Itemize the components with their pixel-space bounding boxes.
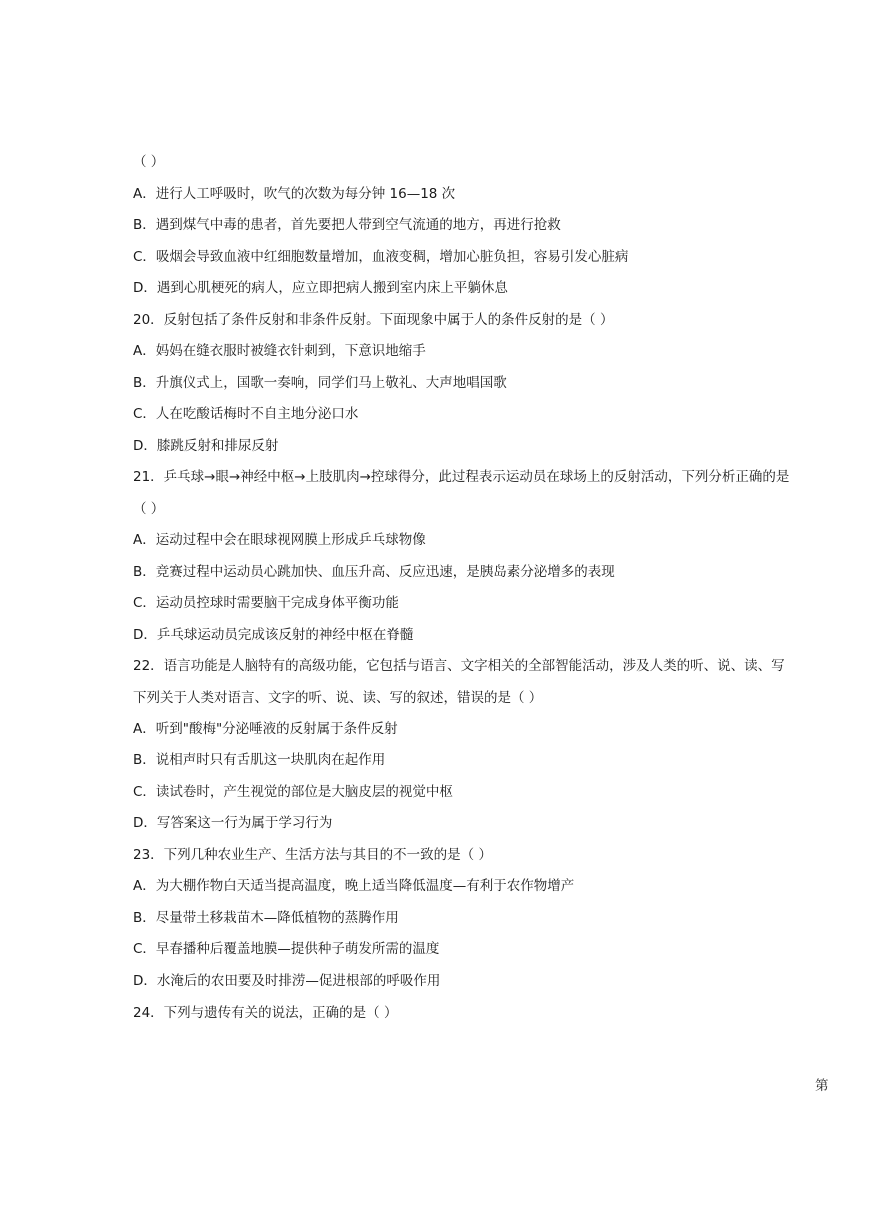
option-23-b: B．尽量带土移栽苗木—降低植物的蒸腾作用 [133, 910, 399, 926]
option-23-c: C．早春播种后覆盖地膜—提供种子萌发所需的温度 [133, 941, 440, 957]
page-footer: 第 [815, 1078, 829, 1094]
question-21: 21．乒乓球→眼→神经中枢→上肢肌肉→控球得分，此过程表示运动员在球场上的反射活动，下列分析正确的是 [133, 469, 790, 485]
option-23-a: A．为大棚作物白天适当提高温度，晚上适当降低温度—有利于农作物增产 [133, 878, 575, 894]
option-20-c: C．人在吃酸话梅时不自主地分泌口水 [133, 406, 359, 422]
option-21-c: C．运动员控球时需要脑干完成身体平衡功能 [133, 595, 399, 611]
option-20-b: B．升旗仪式上，国歌一奏响，同学们马上敬礼、大声地唱国歌 [133, 375, 507, 391]
question-19-blank: （ ） [133, 154, 165, 170]
option-22-d: D．写答案这一行为属于学习行为 [133, 815, 333, 831]
question-22: 22．语言功能是人脑特有的高级功能，它包括与语言、文字相关的全部智能活动，涉及人类的听、说、读、写 [133, 658, 785, 674]
option-21-d: D．乒乓球运动员完成该反射的神经中枢在脊髓 [133, 627, 414, 643]
option-19-b: B．遇到煤气中毒的患者，首先要把人带到空气流通的地方，再进行抢救 [133, 217, 561, 233]
option-22-a: A．听到"酸梅"分泌唾液的反射属于条件反射 [133, 721, 398, 737]
option-21-b: B．竞赛过程中运动员心跳加快、血压升高、反应迅速，是胰岛素分泌增多的表现 [133, 564, 615, 580]
question-24: 24．下列与遗传有关的说法，正确的是（ ） [133, 1005, 398, 1021]
option-19-c: C．吸烟会导致血液中红细胞数量增加，血液变稠，增加心脏负担，容易引发心脏病 [133, 249, 629, 265]
option-19-d: D．遇到心肌梗死的病人，应立即把病人搬到室内床上平躺休息 [133, 280, 508, 296]
question-23: 23．下列几种农业生产、生活方法与其目的不一致的是（ ） [133, 847, 492, 863]
option-22-b: B．说相声时只有舌肌这一块肌肉在起作用 [133, 752, 386, 768]
option-19-a: A．进行人工呼吸时，吹气的次数为每分钟 16—18 次 [133, 186, 456, 202]
option-22-c: C．读试卷时，产生视觉的部位是大脑皮层的视觉中枢 [133, 784, 453, 800]
option-20-d: D．膝跳反射和排尿反射 [133, 438, 279, 454]
option-21-a: A．运动过程中会在眼球视网膜上形成乒乓球物像 [133, 532, 426, 548]
option-20-a: A．妈妈在缝衣服时被缝衣针刺到，下意识地缩手 [133, 343, 426, 359]
question-20: 20．反射包括了条件反射和非条件反射。下面现象中属于人的条件反射的是（ ） [133, 312, 614, 328]
option-23-d: D．水淹后的农田要及时排涝—促进根部的呼吸作用 [133, 973, 441, 989]
question-22-continued: 下列关于人类对语言、文字的听、说、读、写的叙述，错误的是（ ） [133, 690, 543, 706]
question-21-blank: （ ） [133, 501, 165, 517]
